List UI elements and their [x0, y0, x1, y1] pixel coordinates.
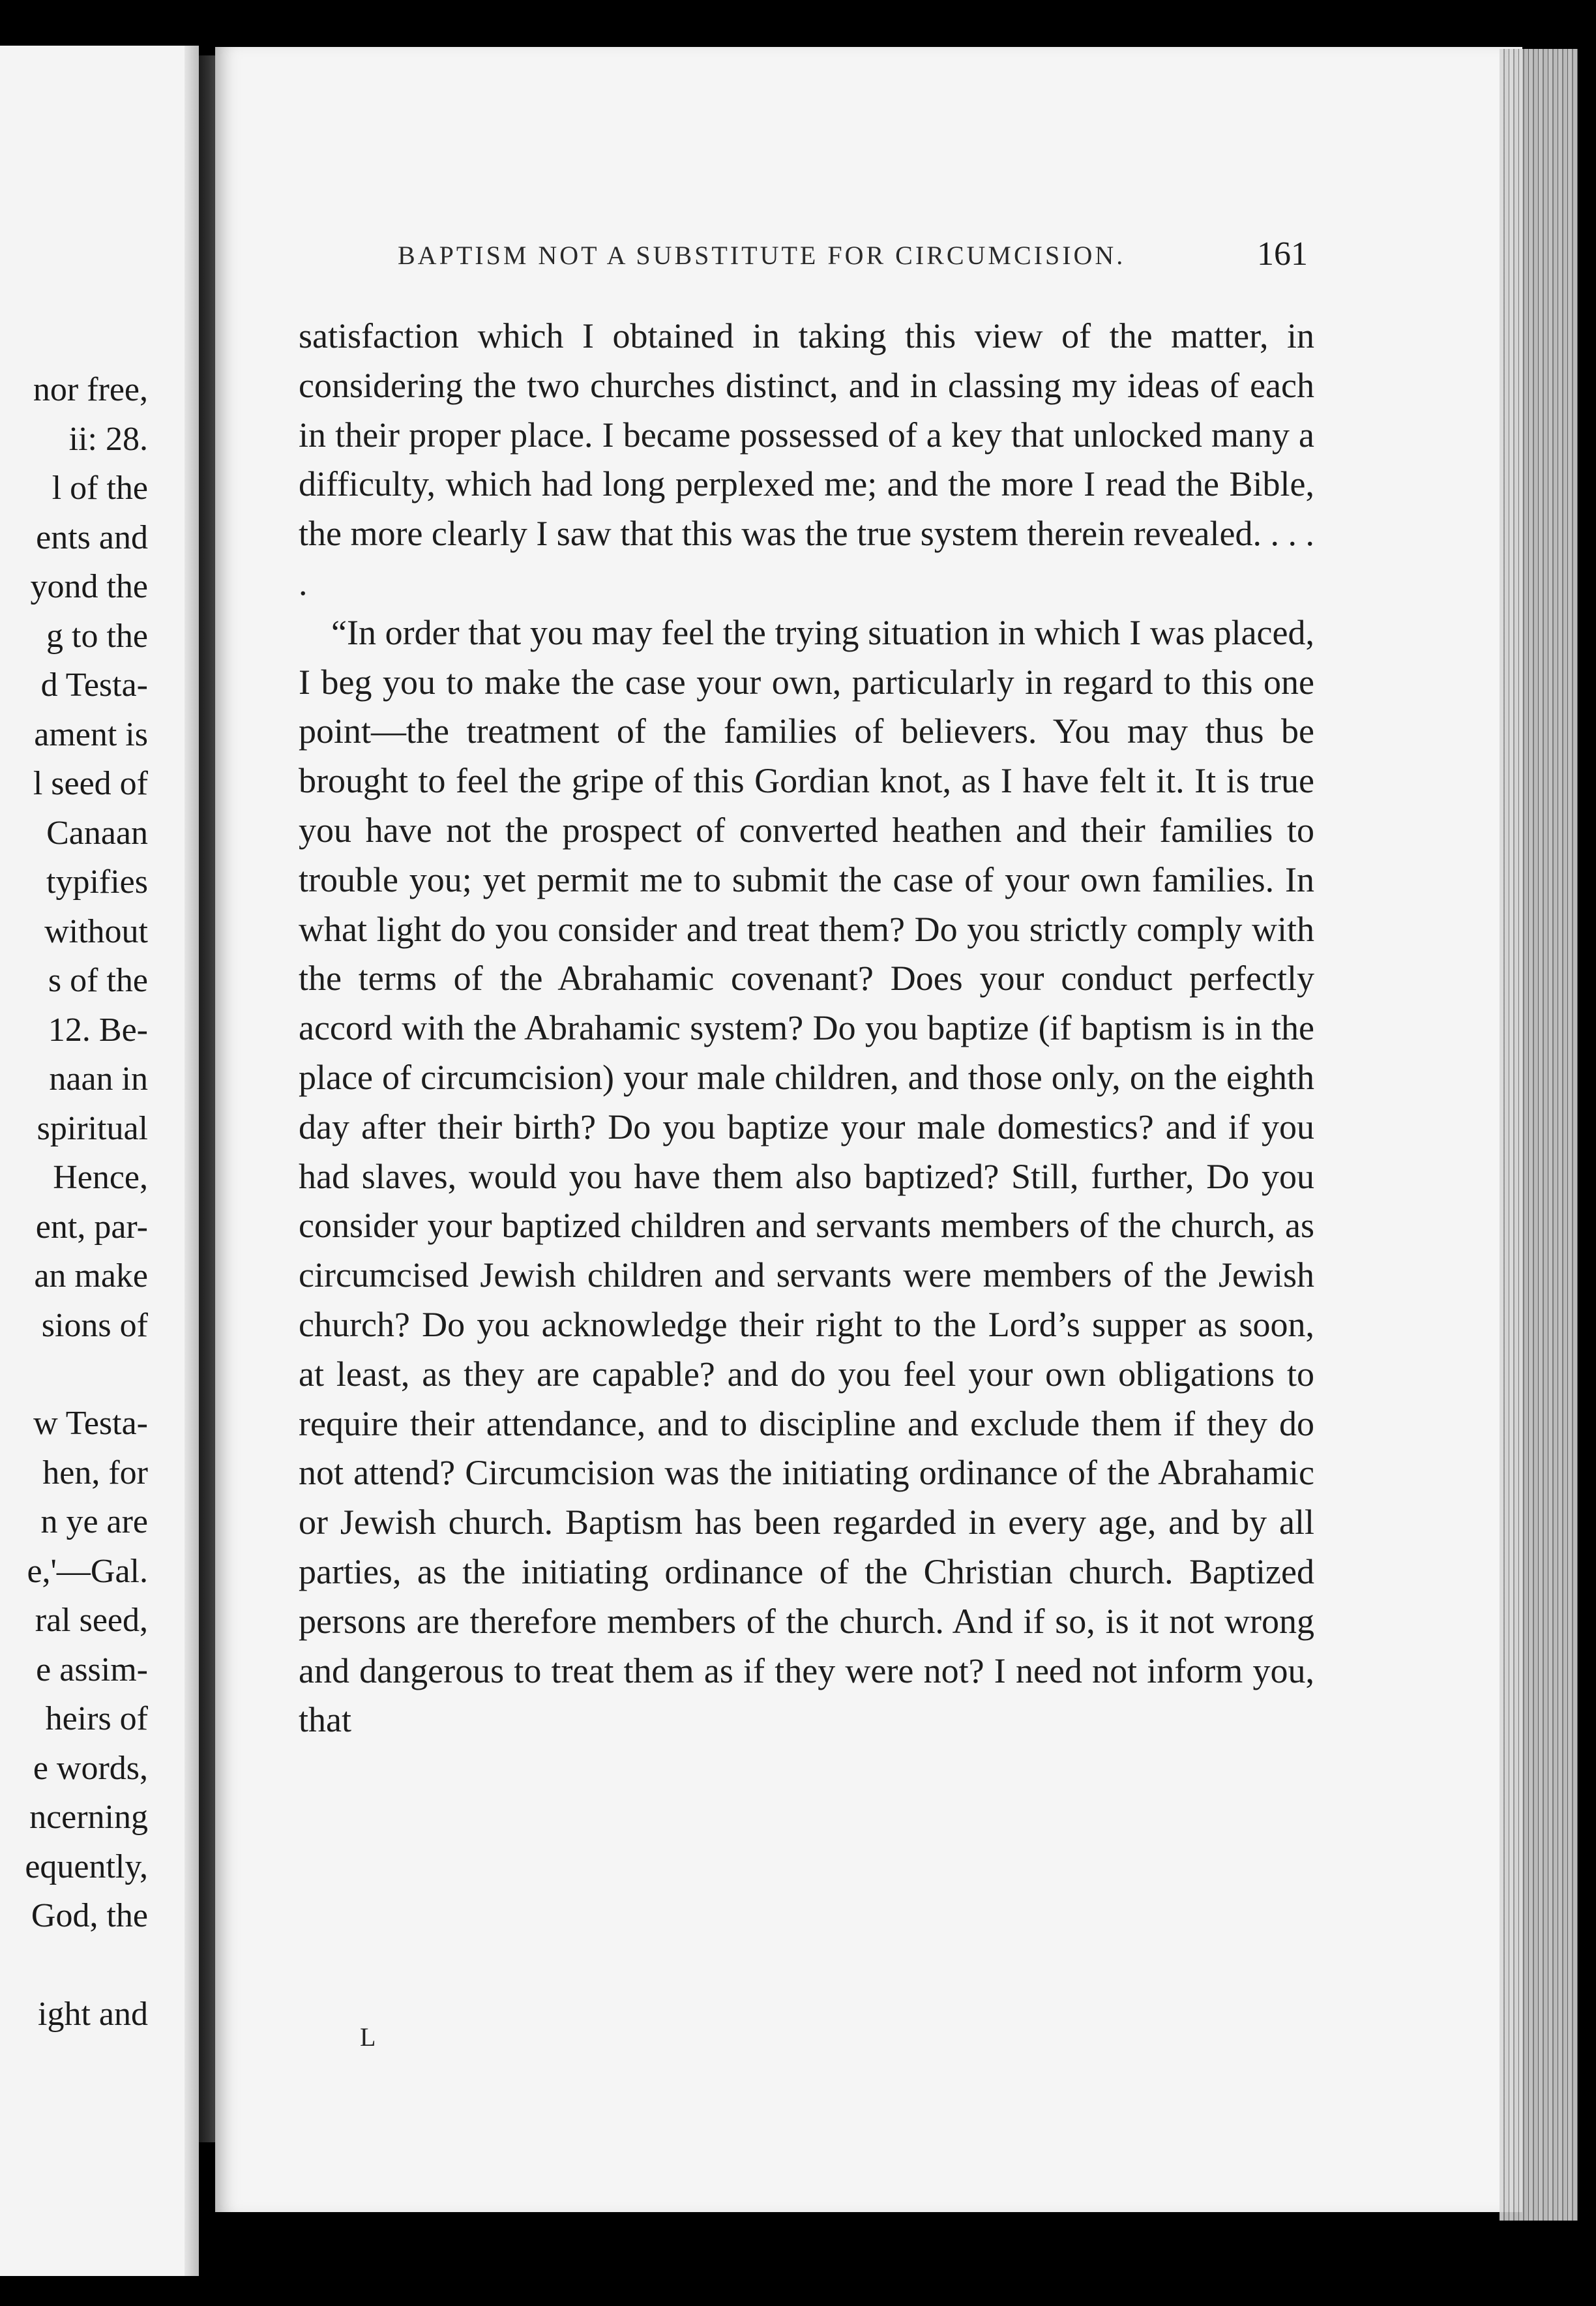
left-page-line: ral seed, [35, 1602, 148, 1639]
page-edges [1500, 49, 1578, 2221]
left-page-line: typifies [46, 863, 148, 901]
left-page-line: e assim- [36, 1651, 148, 1688]
left-page-line: ncerning [29, 1799, 148, 1836]
left-page-line: Hence, [53, 1159, 148, 1196]
left-page-line: God, the [31, 1897, 148, 1934]
left-page-line: yond the [30, 568, 148, 605]
left-page-line: s of the [48, 962, 148, 999]
left-page-line: n ye are [40, 1503, 148, 1540]
left-page-line: g to the [46, 617, 148, 655]
left-page-line: ents and [36, 518, 148, 556]
left-page-line: nor free, [33, 371, 148, 408]
left-page-line: Canaan [46, 814, 148, 852]
left-page-text [25, 365, 148, 2039]
left-page-line: 12. Be- [48, 1011, 148, 1049]
left-page-line: sions of [41, 1306, 148, 1344]
left-page-line: e words, [33, 1749, 148, 1787]
left-page-line: ent, par- [35, 1208, 148, 1246]
paragraph-2: “In order that you may feel the trying situation in which I was placed, I beg you to make the case your own, particularly in regard to this one point—the treatment of the families of believers. You may thus be brought to feel the gripe of this Gordian knot, as I have felt it. It is true you have not the prospect of converted heathen and their families to trouble you; yet permit me to submit the case of your own families. In what light do you consider and treat them? Do you strictly comply with the terms of the Abrahamic covenant? Does your conduct perfectly accord with the Abrahamic system? Do you baptize (if baptism is in the place of circumcision) your male children, and those only, on the eighth day after their birth? Do you baptize your male domestics? and if you had slaves, would you have them also baptized? Still, further, Do you consider your baptized children and servants members of the church, as circumcised Jewish children and servants were members of the Jewish church? Do you acknowledge their right to the Lord’s supper as soon, at least, as they are capable? and do you feel your own obligations to require their attendance, and to discipline and exclude them if they do not attend? Circumcision was the initiating ordinance of the Abrahamic or Jewish church. Baptism has been regarded in every age, and by all parties, as the initiating ordinance of the Christian church. Baptized persons are therefore members of the church. And if so, is it not wrong and dangerous to treat them as if they were not? I need not inform you, that [299, 612, 1314, 1740]
left-page-line: l of the [52, 470, 148, 507]
running-head: BAPTISM NOT A SUBSTITUTE FOR CIRCUMCISION. [398, 241, 1126, 270]
body-text [299, 312, 1314, 1745]
left-page-line: heirs of [45, 1700, 148, 1737]
left-facing-page [0, 46, 199, 2276]
left-page-line: ight and [38, 1995, 148, 2033]
left-page-line: spiritual [37, 1109, 148, 1147]
signature-mark: L [360, 2022, 376, 2052]
left-page-line: e,'—Gal. [27, 1552, 148, 1590]
left-page-gutter [185, 46, 199, 2276]
left-page-line: l seed of [33, 765, 148, 802]
left-page-line: w Testa- [33, 1405, 148, 1442]
page-number: 161 [1257, 235, 1308, 273]
left-page-line: naan in [49, 1060, 148, 1098]
left-page-line: without [44, 912, 148, 950]
left-page-line: ii: 28. [68, 420, 148, 458]
left-page-line: equently, [25, 1848, 148, 1885]
left-page-line: an make [34, 1257, 148, 1295]
paragraph-1: satisfaction which I obtained in taking this view of the matter, in considering the two churches distinct, and in classing my ideas of each in their proper place. I became possessed of a key that unlocked many a difficulty, which had long perplexed me; and the more I read the Bible, the more clearly I saw that this was the true system therein revealed. . . . . [299, 316, 1314, 603]
left-page-line: ament is [34, 715, 148, 753]
left-page-line: hen, for [42, 1454, 148, 1491]
left-page-line: d Testa- [40, 666, 148, 704]
